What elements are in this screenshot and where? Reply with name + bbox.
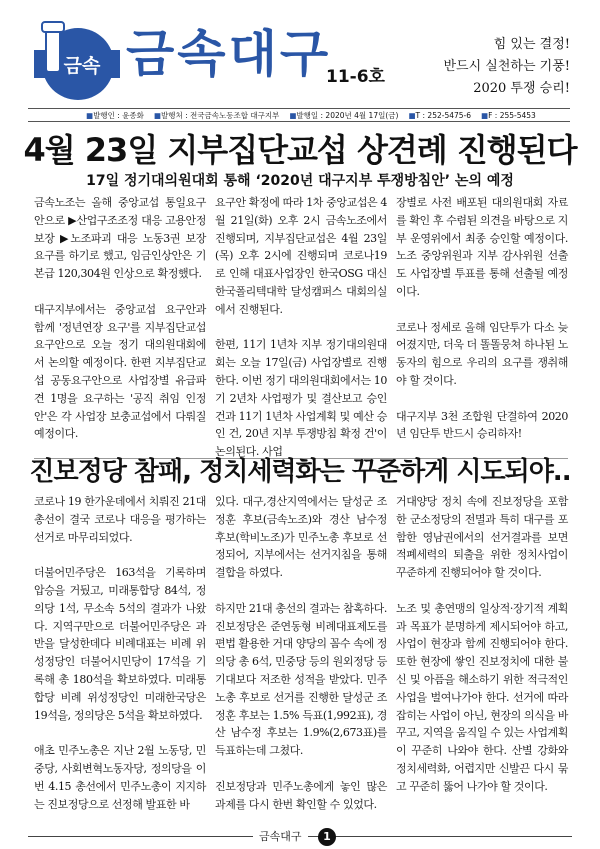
article1-column — [34, 194, 206, 458]
publication-info-bar — [28, 108, 570, 122]
page-number: 1 — [318, 828, 336, 846]
article2-column — [215, 493, 387, 828]
slogan-line: 반드시 실천하는 기풍! — [443, 59, 570, 74]
fax-info: ■F : 255-5453 — [481, 111, 536, 120]
paragraph: 하지만 21대 총선의 결과는 참혹하다. 진보정당은 준연동형 비례대표제도를 편법 활용한 거대 양당의 꼼수 속에 정의당 총 6석, 민중당 등의 원외정당 등 기대보다 저조한 성적을 받았다. 민주노총 후보로 선거를 진행한 달성군 조정훈 후보는 1.5% 득표(1,992표), 경산 남수정 후보는 1.9%(2,673표)를 득표하는데 그쳤다. — [215, 601, 387, 758]
article2-column — [396, 493, 568, 828]
slogan-list — [360, 34, 570, 100]
slogan-line: 힘 있는 결정! — [493, 37, 570, 52]
date-info: ■발행일 : 2020년 4월 17일(금) — [289, 111, 399, 120]
paragraph: 한편, 11기 1년차 지부 정기대의원대회는 오늘 17일(금) 사업장별로 진행한다. 이번 정기 대의원대회에서는 10기 2년차 사업평가 및 결산보고 승인 건과 11기 1년차 사업계획 및 예산 승인 건, 20년 지부 투쟁방침 확정 건'이 논의된다. 사업 — [215, 338, 387, 459]
paragraph: 대구지부에서는 중앙교섭 요구안과 함께 '정년연장 요구'를 지부집단교섭 요구안으로 오늘 정기 대의원대회에서 논의할 예정이다. 한편 지부집단교섭 공동요구안으로 사업장별 유급파견 1명을 요구하는 '공직 취임 인정안'은 각 사업장 보충교섭에서 다뤄질 예정이다. — [34, 302, 206, 441]
paragraph: 진보정당과 민주노총에게 놓인 많은 과제를 다시 한번 확인할 수 있었다. — [215, 779, 387, 811]
paragraph: 있다. 대구,경산지역에서는 달성군 조정훈 후보(금속노조)와 경산 남수정 후보(학비노조)가 민주노총 후보로 선정되어, 지부에서는 선거지침을 통해 결합을 하였다. — [215, 495, 387, 580]
article1-headline: 4월 23일 지부집단교섭 상견례 진행된다 — [23, 131, 577, 169]
paragraph: 애초 민주노총은 지난 2월 노동당, 민중당, 사회변혁노동자당, 정의당을 이번 4.15 총선에서 민주노총이 지지하는 진보정당으로 선정해 발표한 바 — [34, 744, 206, 811]
article1-column — [215, 194, 387, 458]
publisher-info: ■발행인 : 윤종화 — [86, 111, 144, 120]
slogan-line: 2020 투쟁 승리! — [473, 81, 570, 96]
article1-column — [396, 194, 568, 458]
paragraph: 노조 및 총연맹의 일상적·장기적 계획과 목표가 분명하게 제시되어야 하고, 사업이 현장과 함께 진행되어야 한다. 또한 현장에 쌓인 진보정치에 대한 불신 및 아픔을 해소하기 위한 적극적인 사업을 벌여나가야 한다. 선거에 따라 잡히는 사업이 아닌, 현장의 의식을 바꾸고, 지역을 움직일 수 있는 사업계획이 꾸준히 나와야 한다. 산별 강화와 정치세력화, 어렵지만 신발끈 다시 묶고 꾸준히 뚫어 나가야 할 것이다. — [396, 601, 568, 793]
footer-label: 금속대구 — [253, 828, 308, 846]
paragraph: 장별로 사전 배포된 대의원대회 자료를 확인 후 수렴된 의견을 바탕으로 지부 운영위에서 최종 승인할 예정이다. 노조 중앙위원과 지부 감사위원 선출도 사업장별 투표를 통해 선출될 예정이다. — [396, 196, 568, 298]
article2-column — [34, 493, 206, 828]
article2-body — [34, 493, 568, 828]
logo-text: 금속 — [63, 55, 101, 77]
article2-headline: 진보정당 참패, 정치세력화는 꾸준하게 시도되야.. — [29, 457, 571, 487]
paragraph: 코로나 정세로 올해 임단투가 다소 늦어졌지만, 더욱 더 똘똘뭉쳐 하나된 노동자의 힘으로 우리의 요구를 쟁취해야 할 것이다. — [396, 320, 568, 387]
newsletter-title: 금속대구 — [126, 25, 332, 83]
page-footer — [0, 826, 600, 848]
union-logo — [30, 20, 120, 104]
paragraph: 요구안 확정에 따라 1차 중앙교섭은 4월 21일(화) 오후 2시 금속노조에서 진행되며, 지부집단교섭은 4월 23일(목) 오후 2시에 진행되며 코로나19로 인해 대표사업장인 한국OSG 대신 한국폴리텍대학 달성캠퍼스 대회의실에서 진행된다. — [215, 196, 387, 316]
article1-body — [34, 194, 568, 458]
phone-info: ■T : 252-5475-6 — [408, 111, 472, 120]
article1-subheadline: 17일 정기대의원대회 통해 ‘2020년 대구지부 투쟁방침안’ 논의 예정 — [86, 173, 514, 189]
paragraph: 금속노조는 올해 중앙교섭 통일요구안으로 ▶산업구조조정 대응 고용안정 보장 ▶노조파괴 대응 노동3권 보장 요구를 하기로 했고, 임금인상안은 기본급 120,304원 인상으로 확정했다. — [34, 196, 206, 281]
masthead — [0, 0, 600, 110]
paragraph: 거대양당 정치 속에 진보정당을 포함한 군소정당의 전멸과 특히 대구를 포함한 영남권에서의 선거결과를 보면 적폐세력의 퇴출을 위한 정치사업이 꾸준하게 진행되어야 할 것이다. — [396, 495, 568, 580]
paragraph: 대구지부 3천 조합원 단결하여 2020년 임단투 반드시 승리하자! — [396, 409, 568, 441]
office-info: ■발행처 : 전국금속노동조합 대구지부 — [153, 111, 280, 120]
paragraph: 코로나 19 한가운데에서 치뤄진 21대 총선이 결국 코로나 대응을 평가하는 선거로 마무리되었다. — [34, 495, 206, 544]
paragraph: 더불어민주당은 163석을 기록하며 압승을 거뒀고, 미래통합당 84석, 정의당 1석, 무소속 5석의 결과가 나왔다. 지역구만으로 더불어민주당은 과반을 달성한데다 비례대표는 비례 위성정당인 더불어시민당이 17석을 기록해 총 180석을 확보하였다. 미래통합당 비례 위성정당인 미래한국당은 19석을, 정의당은 5석을 확보하였다. — [34, 566, 206, 722]
issue-number: 11-6호 — [326, 67, 385, 87]
